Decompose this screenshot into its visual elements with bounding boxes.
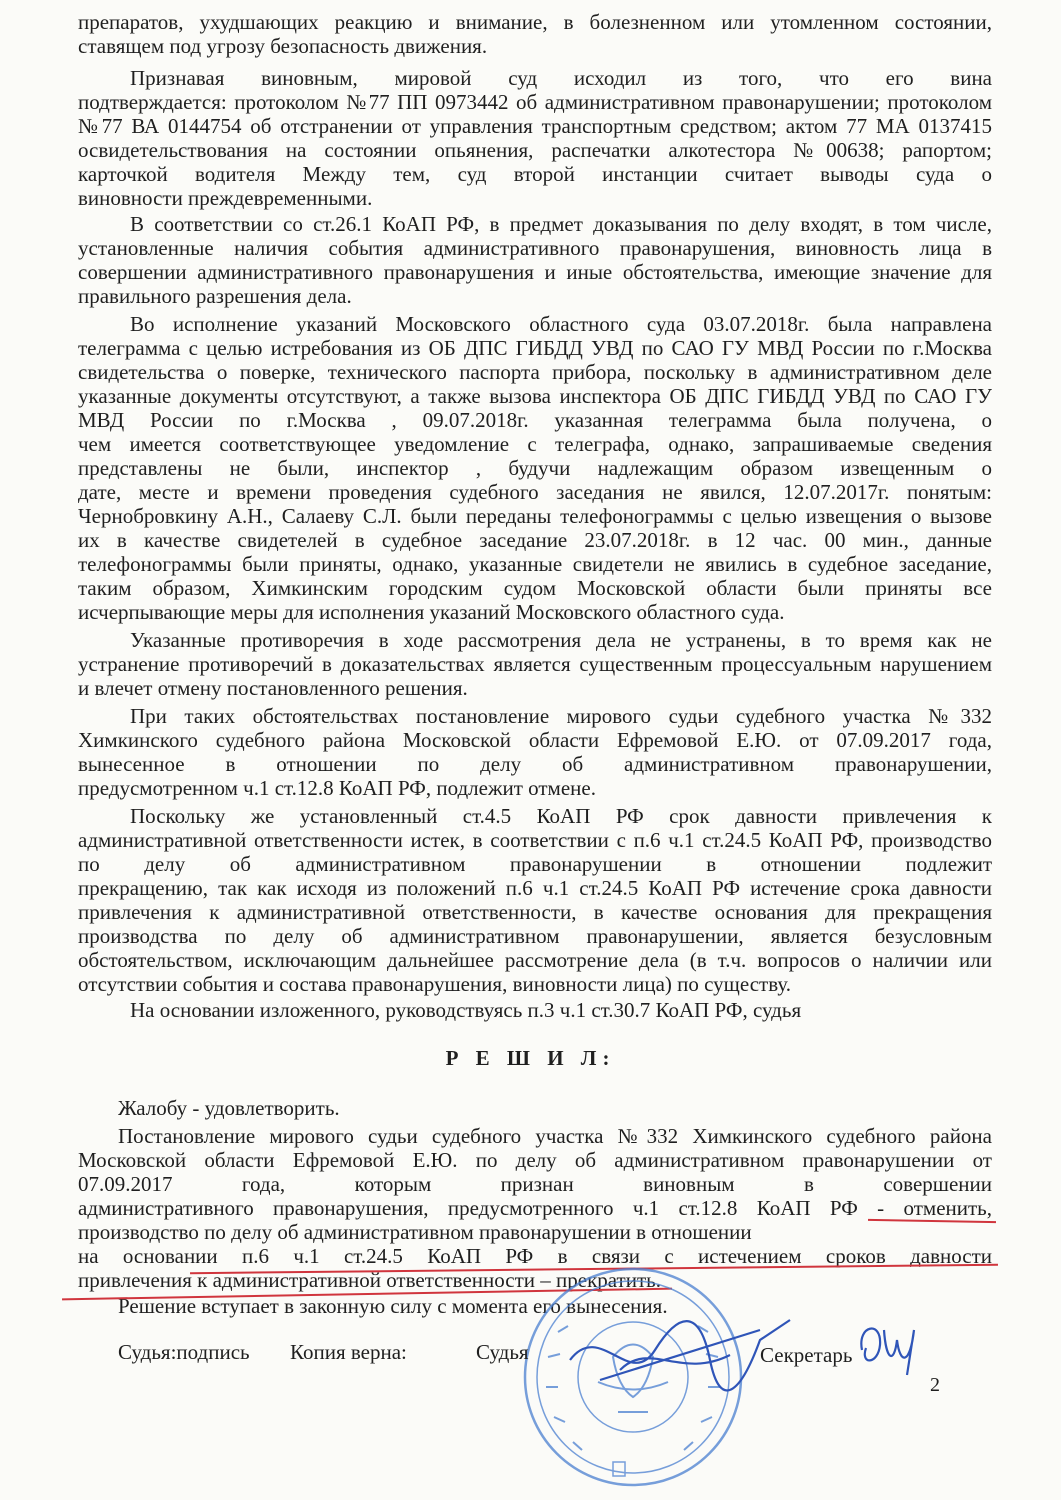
- decision-line: Жалобу - удовлетворить.: [118, 1096, 340, 1120]
- text-line: и влечет отмену постановленного решения.: [78, 676, 468, 700]
- text-line: производства по делу об административном правонарушении, является безусловным: [78, 924, 992, 948]
- text-line: предусмотренном ч.1 ст.12.8 КоАП РФ, подлежит отмене.: [78, 776, 596, 800]
- copy-true-label: Копия верна:: [290, 1340, 407, 1364]
- text-line: Поскольку же установленный ст.4.5 КоАП РФ срок давности привлечения к: [130, 804, 992, 828]
- text-line: указанные документы отсутствуют, а также вызова инспектора ОБ ДПС ГИБДД УВД по САО ГУ: [78, 384, 992, 408]
- text-line: свидетельства о поверке, технического паспорта прибора, поскольку в административном деле: [78, 360, 992, 384]
- text-line: препаратов, ухудшающих реакцию и внимание, в болезненном или утомленном состоянии,: [78, 10, 992, 34]
- page-number: 2: [930, 1374, 940, 1396]
- text-line: отсутствии события и состава правонарушения, виновности лица) по существу.: [78, 972, 792, 996]
- secretary-signature: [852, 1310, 932, 1380]
- judge-signature: [560, 1300, 800, 1410]
- text-line: привлечения к административной ответственности, в качестве основания для прекращения: [78, 900, 992, 924]
- decision-line: на основании п.6 ч.1 ст.24.5 КоАП РФ в связи с истечением сроков давности: [78, 1244, 992, 1268]
- text-line: В соответствии со ст.26.1 КоАП РФ, в предмет доказывания по делу входят, в том числе,: [130, 212, 992, 236]
- decision-line: 07.09.2017 года, которым признан виновным в совершении: [78, 1172, 992, 1196]
- text-line: На основании изложенного, руководствуясь п.3 ч.1 ст.30.7 КоАП РФ, судья: [130, 998, 802, 1022]
- text-line: по делу об административном правонарушении в отношении подлежит: [78, 852, 992, 876]
- text-line: обстоятельством, исключающим дальнейшее рассмотрение дела (в т.ч. вопросов о наличии или: [78, 948, 992, 972]
- judge-label: Судья: [476, 1340, 529, 1364]
- text-line: виновности преждевременными.: [78, 186, 373, 210]
- text-line: таким образом, Химкинским городским судом Московской области были приняты все: [78, 576, 992, 600]
- decision-line: производство по делу об административном правонарушении в отношении: [78, 1220, 752, 1244]
- text-line: исчерпывающие меры для исполнения указаний Московского областного суда.: [78, 600, 785, 624]
- text-line: административной ответственности истек, в соответствии с п.6 ч.1 ст.24.5 КоАП РФ, производство: [78, 828, 992, 852]
- text-line: правильного разрешения дела.: [78, 284, 352, 308]
- text-line: подтверждается: протоколом №77 ПП 0973442 об административном правонарушении; протоколом: [78, 90, 992, 114]
- text-line: Чернобровкину А.Н., Салаеву С.Л. были переданы телефонограммы с целью извещения о вызове: [78, 504, 992, 528]
- text-line: МВД России по г.Москва , 09.07.2018г. указанная телеграмма была получена, о: [78, 408, 992, 432]
- text-line: Признавая виновным, мировой суд исходил из того, что его вина: [130, 66, 992, 90]
- text-line: чем имеется соответствующее уведомление с телеграфа, однако, запрашиваемые сведения: [78, 432, 992, 456]
- text-line: телефонограммы были приняты, однако, указанные свидетели не явились в судебное заседание,: [78, 552, 992, 576]
- judge-signed-label: Судья:подпись: [118, 1340, 250, 1364]
- text-line: карточкой водителя Между тем, суд второй инстанции считает выводы суда о: [78, 162, 992, 186]
- text-line: Указанные противоречия в ходе рассмотрения дела не устранены, в то время как не: [130, 628, 992, 652]
- text-line: освидетельствования на состоянии опьянения, распечатки алкотестора №00638; рапортом;: [78, 138, 992, 162]
- text-line: прекращению, так как исходя из положений п.6 ч.1 ст.24.5 КоАП РФ истечение срока давности: [78, 876, 992, 900]
- decision-line: Московской области Ефремовой Е.Ю. по делу об административном правонарушении от: [78, 1148, 992, 1172]
- text-line: Химкинского судебного района Московской области Ефремовой Е.Ю. от 07.09.2017 года,: [78, 728, 992, 752]
- text-line: установленные наличия события административного правонарушения, виновность лица в: [78, 236, 992, 260]
- text-line: телеграмма с целью истребования из ОБ ДПС ГИБДД УВД по САО ГУ МВД России по г.Москва: [78, 336, 992, 360]
- text-line: При таких обстоятельствах постановление мирового судьи судебного участка №332: [130, 704, 992, 728]
- text-line: представлены не были, инспектор , будучи надлежащим образом извещенным о: [78, 456, 992, 480]
- text-line: совершении административного правонарушения и иные обстоятельства, имеющие значение для: [78, 260, 992, 284]
- decision-line: Постановление мирового судьи судебного участка №332 Химкинского судебного района: [118, 1124, 992, 1148]
- secretary-label: Секретарь: [760, 1343, 853, 1367]
- decision-heading: Р Е Ш И Л:: [445, 1046, 616, 1070]
- decision-line: административного правонарушения, предусмотренного ч.1 ст.12.8 КоАП РФ - отменить,: [78, 1196, 992, 1220]
- decision-line: привлечения к административной ответственности – прекратить.: [78, 1268, 661, 1292]
- text-line: их в качестве свидетелей в судебное заседание 23.07.2018г. в 12 час. 00 мин., данные: [78, 528, 992, 552]
- text-line: ставящем под угрозу безопасность движения.: [78, 34, 488, 58]
- text-line: Во исполнение указаний Московского областного суда 03.07.2018г. была направлена: [130, 312, 992, 336]
- text-line: устранение противоречий в доказательствах является существенным процессуальным нарушением: [78, 652, 992, 676]
- text-line: вынесенное в отношении по делу об административном правонарушении,: [78, 752, 992, 776]
- text-line: №77 ВА 0144754 об отстранении от управления транспортным средством; актом 77 МА 0137415: [78, 114, 992, 138]
- text-line: дате, месте и времени проведения судебного заседания не явился, 12.07.2017г. понятым:: [78, 480, 992, 504]
- decision-line: Решение вступает в законную силу с момента его вынесения.: [118, 1294, 668, 1318]
